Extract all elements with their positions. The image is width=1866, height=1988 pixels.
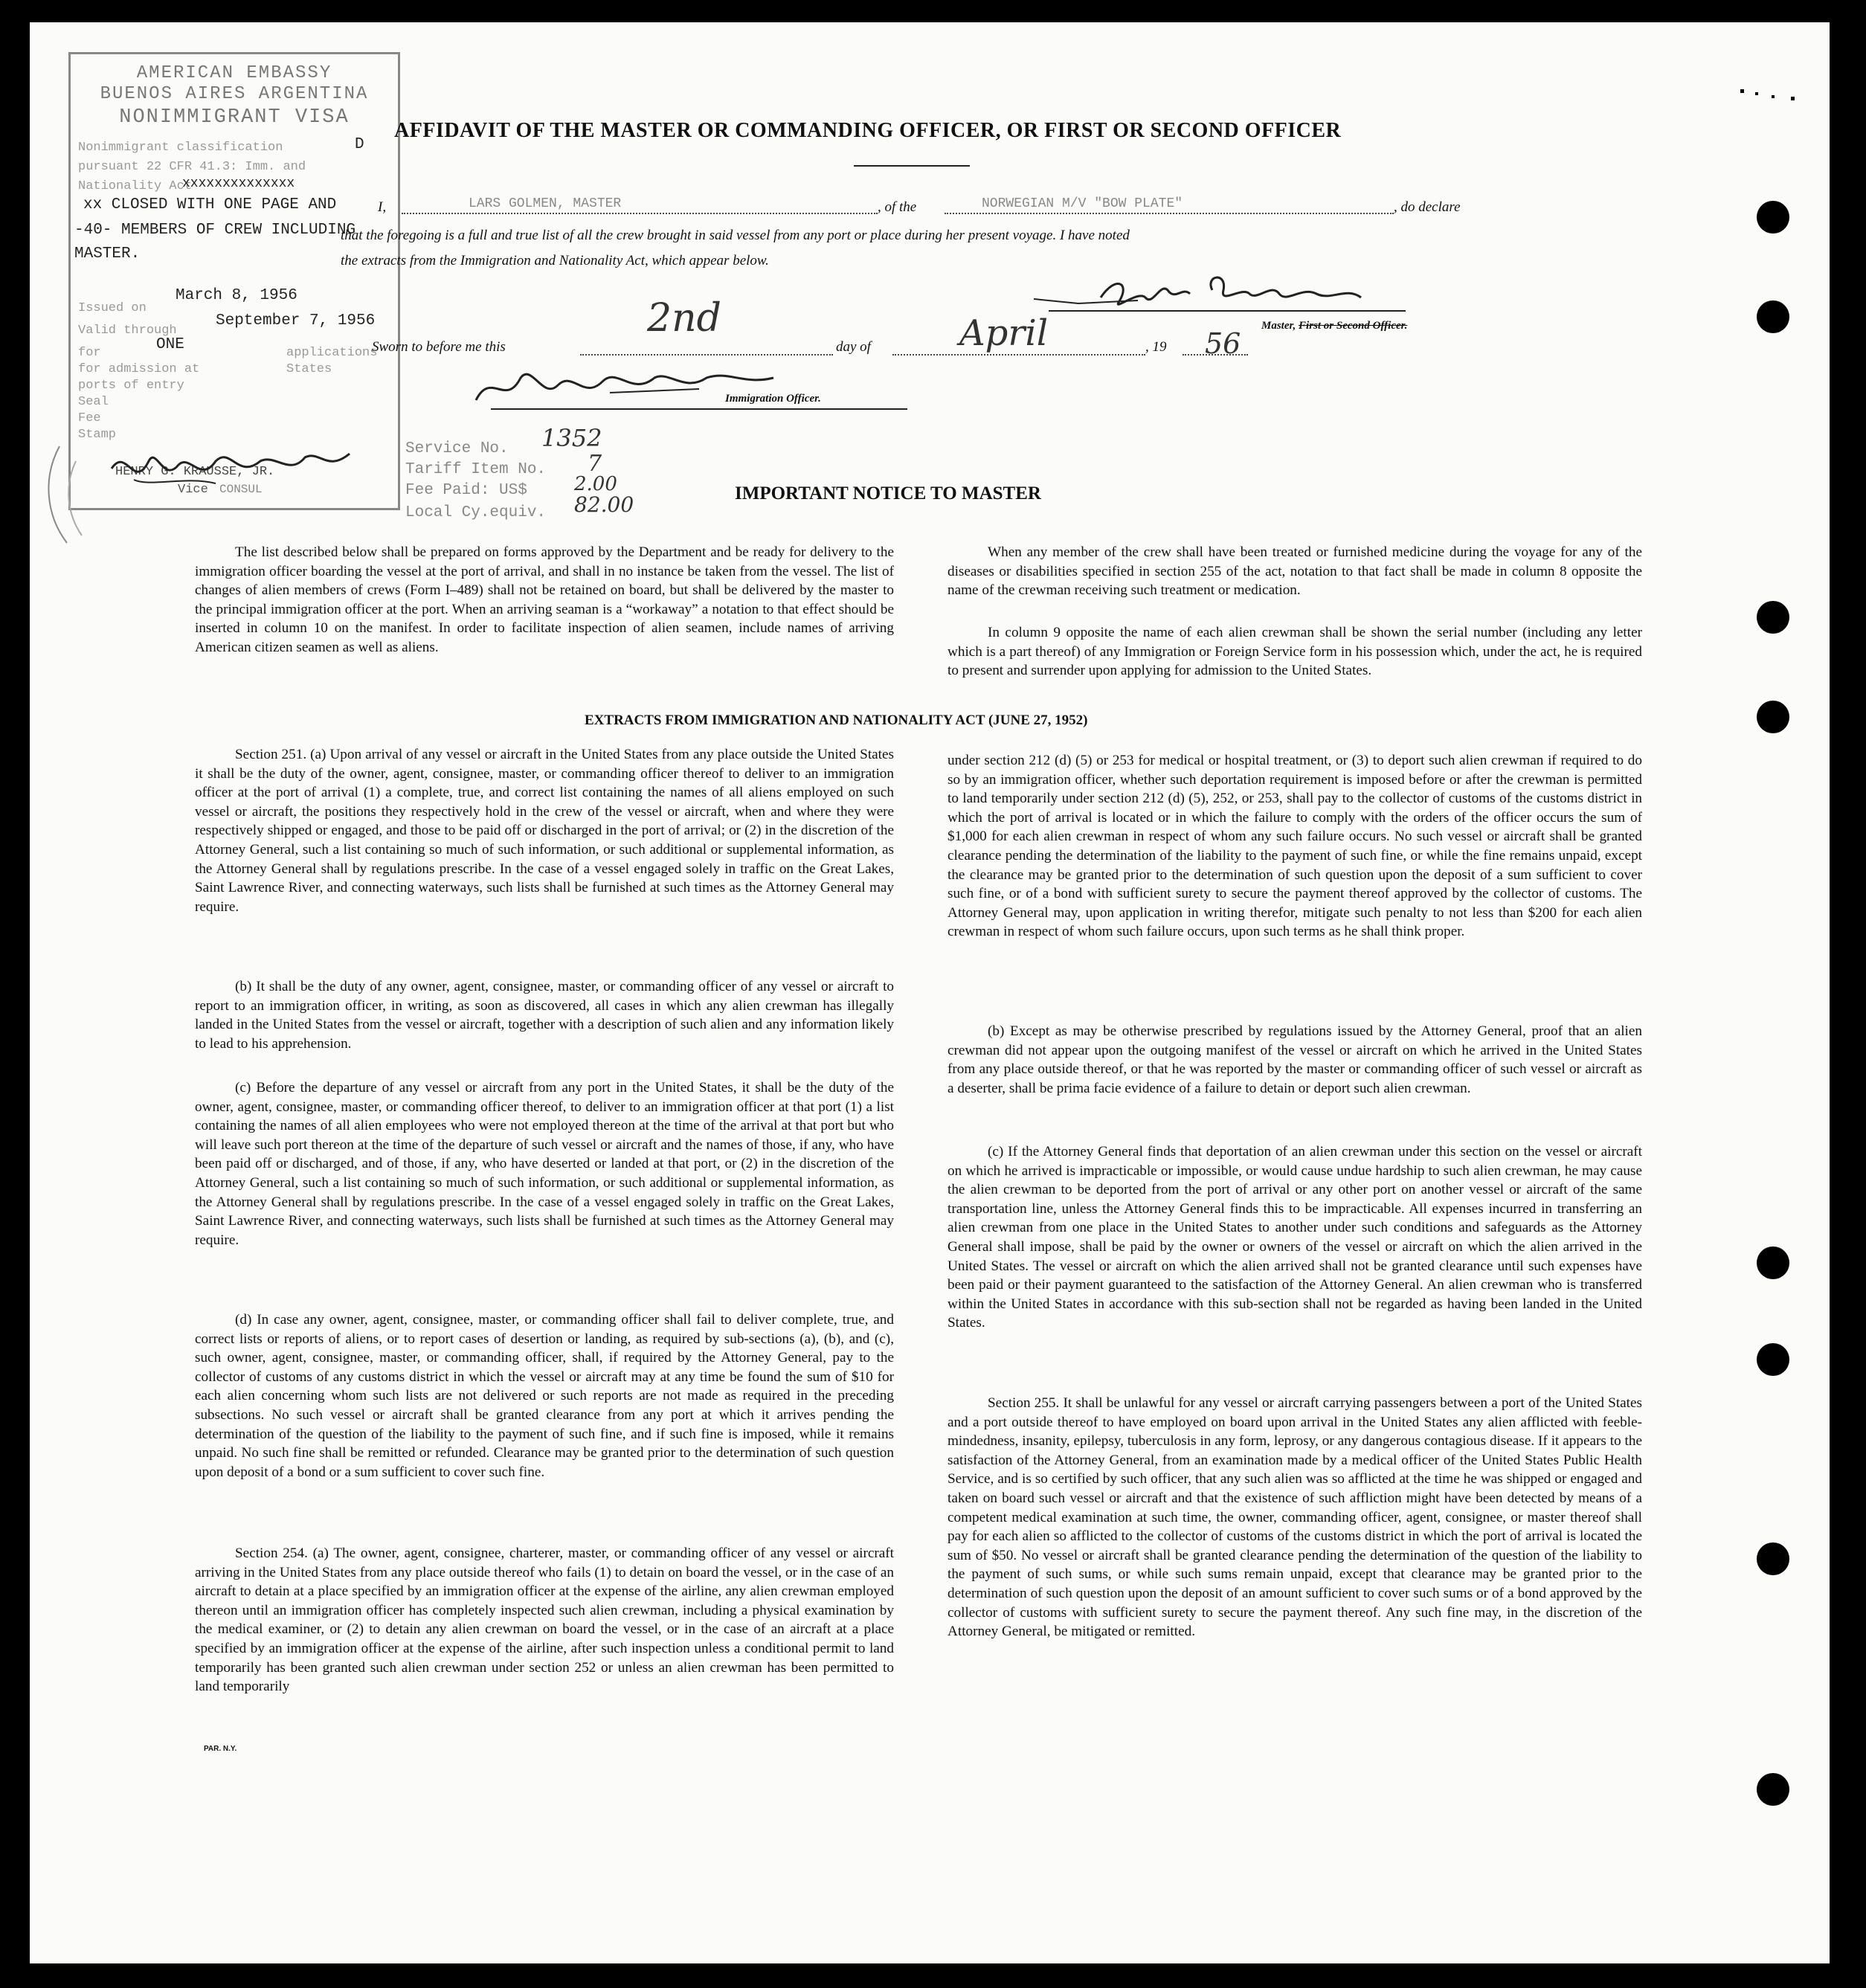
stamp-consul-office: CONSUL <box>219 483 263 496</box>
local-equiv-value: 82.00 <box>574 492 634 517</box>
sworn-label: Sworn to before me this <box>372 339 506 355</box>
tariff-value: 7 <box>588 451 602 477</box>
punch-hole <box>1757 300 1789 333</box>
fee-paid-value: 2.00 <box>574 473 617 495</box>
typed-for-count: ONE <box>156 336 184 353</box>
typed-closed-line: xx CLOSED WITH ONE PAGE AND <box>83 196 337 213</box>
punch-hole <box>1757 1246 1789 1279</box>
stamp-stamp-label: Stamp <box>78 428 117 442</box>
punch-hole <box>1757 1343 1789 1376</box>
stamp-embassy: AMERICAN EMBASSY <box>136 63 332 83</box>
stamp-city: BUENOS AIRES ARGENTINA <box>100 84 369 104</box>
stamp-issued-label: Issued on <box>78 301 147 315</box>
punch-hole <box>1757 1543 1789 1575</box>
stamp-fee-label: Fee <box>78 411 101 425</box>
typed-issued-date: March 8, 1956 <box>176 287 297 304</box>
stamp-states-label: States <box>286 362 332 376</box>
section-254-a-continued: under section 212 (d) (5) or 253 for medical or hospital treatment, or (3) to deport such alien crewman if required to do so by an immigration officer, whether such deportation requirement is imposed before or after the crewman is permitted to land temporarily under section 212 (d) (5), 252, or 253, shall pay to the collector of customs of the customs district in which the port of arrival is located or in which the failure to comply with the orders of the officer occurs the sum of $1,000 for each alien crewman in respect of whom any such failure occurs. No such vessel or aircraft shall be granted clearance pending the determination of the liability to the payment of such fine, or while the fine remains unpaid, except the clearance may be granted prior to the determination of such question upon the deposit of a sum sufficient to cover such fine, or of a bond with sufficient surety to secure the payment thereof approved by the collector of customs. The Attorney General may, upon application in writing therefor, mitigate such penalty to not less than $200 for each alien crewman in respect of whom such failure occurs, upon such terms as he shall think proper. <box>948 753 1642 940</box>
sworn-day-value[interactable]: 2nd <box>647 296 721 341</box>
notice-heading: IMPORTANT NOTICE TO MASTER <box>735 483 1041 504</box>
stamp-pursuant-label: pursuant 22 CFR 41.3: Imm. and <box>78 160 306 174</box>
stamp-seal-label: Seal <box>78 395 109 409</box>
extracts-heading: EXTRACTS FROM IMMIGRATION AND NATIONALITY ACT (JUNE 27, 1952) <box>585 712 1088 728</box>
declaration-line-2: the extracts from the Immigration and Nationality Act, which appear below. <box>341 253 769 268</box>
of-the-label: , of the <box>878 199 917 215</box>
stamp-visa-type: NONIMMIGRANT VISA <box>119 106 350 129</box>
speck <box>1755 92 1758 95</box>
service-no-value: 1352 <box>541 424 602 452</box>
vessel-name-line <box>945 213 1394 214</box>
printer-mark: PAR. N.Y. <box>204 1745 237 1753</box>
tariff-label: Tariff Item No. <box>405 461 547 478</box>
master-name-line <box>402 213 878 214</box>
declaration-line-1: that the foregoing is a full and true list of all the crew brought in said vessel from any port or place during her present voyage. I have noted <box>341 228 1130 243</box>
consul-signature <box>104 439 387 513</box>
year-prefix: , 19 <box>1145 339 1167 355</box>
stamp-class-value: D <box>355 136 364 153</box>
sworn-month-value[interactable]: April <box>959 312 1049 354</box>
notice-right-paragraph-2: In column 9 opposite the name of each alien crewman shall be shown the serial number (including any letter which is a part thereof) of any Immigration or Foreign Service form in his possession which, under the act, he is required to present and surrender upon applying for admission to the United States. <box>948 625 1642 679</box>
stamp-ports-label: ports of entry <box>78 379 184 393</box>
section-251-c: (c) Before the departure of any vessel or aircraft from any port in the United States, it shall be the duty of the owner, agent, consignee, master, or commanding officer thereof, to deliver to an immigration officer at that port (1) a list containing the names of all alien employees who were not employed thereon at the time of the arrival at that port but who will leave such port thereon at the time of the departure of such vessel or aircraft and the names of those, if any, who have been paid off or discharged, and of those, if any, who have deserted or landed at that port, or (2) in the discretion of the Attorney General, such a list containing so much of such information, or such additional or supplemental information, as the Attorney General shall by regulations prescribe. In the case of a vessel engaged solely in traffic on the Great Lakes, Saint Lawrence River, and connecting waterways, such lists shall be furnished at such times as the Attorney General may require. <box>195 1080 894 1248</box>
punch-hole <box>1757 201 1789 234</box>
vessel-name-field[interactable]: NORWEGIAN M/V "BOW PLATE" <box>982 196 1183 211</box>
typed-members-line: -40- MEMBERS OF CREW INCLUDING <box>74 222 356 239</box>
year-value[interactable]: 56 <box>1205 327 1241 360</box>
section-254-a: Section 254. (a) The owner, agent, consignee, charterer, master, or commanding officer of any vessel or aircraft arriving in the United States from any place outside thereof who fails (1) to detain on board the vessel, or in the case of an aircraft to detain at a place specified by an immigration officer at the expense of the airline, any alien crewman employed thereon until an immigration officer has completely inspected such alien crewman, including a physical examination by the medical examiner, or (2) to detain any alien crewman on board the vessel, or in the case of an aircraft at a place specified by an immigration officer at the expense of the airline, after such inspection unless a conditional permit to land temporarily has been granted such alien crewman under section 252 or unless an alien crewman has been permitted to land temporarily <box>195 1545 894 1695</box>
section-251-d: (d) In case any owner, agent, consignee, master, or commanding officer shall fail to deliver complete, true, and correct lists or reports of aliens, or to report cases of desertion or landing, as required by sub-sections (a), (b), and (c), such owner, agent, consignee, master, or commanding officer, shall, if required by the Attorney General, pay to the collector of customs of any customs district in which the vessel or aircraft may at any time be found the sum of $10 for each alien concerning whom such lists are not delivered or such reports are not made as required in the preceding subsections. No such vessel or aircraft shall be granted clearance from any port at which it arrives pending the determination of the question of the liability to the payment of such fine, and if such fine is imposed, while it remains unpaid. No such fine shall be remitted or refunded. Clearance may be granted prior to the determination of such question upon deposit of a bond or a sum sufficient to cover such fine. <box>195 1312 894 1480</box>
stamp-admission-label: for admission at <box>78 362 200 376</box>
stamp-consul-name: HENRY G. KRAUSSE, JR. <box>115 465 275 479</box>
do-declare-label: , do declare <box>1394 199 1461 215</box>
officer-rank-struck: First or Second Officer. <box>1299 320 1408 332</box>
section-251-a: Section 251. (a) Upon arrival of any vessel or aircraft in the United States from any place outside the United States it shall be the duty of the owner, agent, consignee, master, or commanding officer thereof to deliver to an immigration officer at the port of arrival (1) a complete, true, and correct list containing the names of all aliens employed on such vessel or aircraft, the positions they respectively hold in the crew of the vessel or aircraft, when and where they were respectively shipped or engaged, and those to be paid off or discharged in the port of arrival; or (2) in the discretion of the Attorney General, such a list containing so much of such information, or such additional or supplemental information, as the Attorney General shall by regulations prescribe. In the case of a vessel engaged solely in traffic on the Great Lakes, Saint Lawrence River, and connecting waterways, such lists shall be furnished at such times as the Attorney General may require. <box>195 747 894 915</box>
day-of-label: day of <box>836 339 871 355</box>
notice-right-paragraph-1: When any member of the crew shall have been treated or furnished medicine during the voyage for any of the diseases or disabilities specified in section 255 of the act, notation to that fact shall be made in column 8 opposite the name of the crewman receiving such treatment or medication. <box>948 544 1642 599</box>
typed-master-line: MASTER. <box>74 245 141 263</box>
local-equiv-label: Local Cy.equiv. <box>405 504 547 521</box>
section-254-c: (c) If the Attorney General finds that deportation of an alien crewman under this section on the vessel or aircraft on which he arrived is impracticable or impossible, or would cause undue hardship to such alien crewman, he may cause the alien crewman to be deported from the port of arrival or any other port on another vessel or aircraft of the same transportation line, unless the Attorney General finds this to be impracticable. All expenses incurred in transferring an alien crewman from one place in the United States to another under such conditions and safeguards as the Attorney General shall impose, shall be paid by the owner or owners of the vessel or aircraft on which the alien arrived in the United States. The vessel or aircraft on which the alien arrived shall not be granted clearance until such expenses have been paid or their payment guaranteed to the satisfaction of the Attorney General. An alien crewman who is transferred within the United States in accordance with this sub-section shall not be regarded as having been landed in the United States. <box>948 1144 1642 1331</box>
affidavit-title: AFFIDAVIT OF THE MASTER OR COMMANDING OFFICER, OR FIRST OR SECOND OFFICER <box>394 119 1342 142</box>
stamp-applications-label: applications <box>286 346 378 360</box>
stamp-nationality-value: xxxxxxxxxxxxxx <box>182 176 295 191</box>
punch-hole <box>1757 701 1789 733</box>
punch-hole <box>1757 1773 1789 1806</box>
section-251-b: (b) It shall be the duty of any owner, agent, consignee, master, or commanding officer of any vessel or aircraft to report to an immigration officer, in writing, as soon as discovered, all cases in which any alien crewman has illegally landed in the United States from the vessel or aircraft, together with a description of such alien and any information likely to lead to his apprehension. <box>195 979 894 1052</box>
master-label: Master, <box>1261 320 1299 332</box>
stamp-valid-label: Valid through <box>78 324 177 338</box>
stamp-class-label: Nonimmigrant classification <box>78 141 283 155</box>
typed-valid-date: September 7, 1956 <box>216 312 376 329</box>
immigration-officer-signature <box>461 356 937 430</box>
fee-paid-label: Fee Paid: US$ <box>405 482 527 499</box>
stamp-for-label: for <box>78 346 101 360</box>
punch-hole <box>1757 601 1789 634</box>
notice-left-paragraph: The list described below shall be prepared on forms approved by the Department and be ready for delivery to the immigration officer boarding the vessel at the port of arrival, and shall in no instance be taken from the vessel. The list of changes of alien members of crews (Form I–489) shall not be retained on board, but shall be delivered by the master to the principal immigration officer at the port. When an arriving seaman is a “workaway” a notation to that effect should be inserted in column 10 on the manifest. In order to facilitate inspection of alien seamen, include names of arriving American citizen seamen as well as aliens. <box>195 544 894 655</box>
speck <box>1791 97 1795 100</box>
speck <box>1740 89 1744 93</box>
master-name-field[interactable]: LARS GOLMEN, MASTER <box>469 196 622 211</box>
stamp-consul-title: Vice <box>178 483 208 497</box>
stamp-nationality-label: Nationality Act <box>78 179 193 193</box>
immigration-officer-label: Immigration Officer. <box>725 393 821 405</box>
title-underline <box>854 165 970 167</box>
speck <box>1772 95 1775 98</box>
section-254-b: (b) Except as may be otherwise prescribed by regulations issued by the Attorney General, proof that an alien crewman did not appear upon the outgoing manifest of the vessel or aircraft on which he arrived in the United States from any place outside thereof, or that he was reported by the master or commanding officer of such vessel or aircraft as a deserter, shall be prima facie evidence of a failure to detain or deport such alien crewman. <box>948 1023 1642 1096</box>
service-no-label: Service No. <box>405 440 509 457</box>
affidavit-i-label: I, <box>378 199 387 215</box>
master-signature-label <box>1261 320 1407 332</box>
section-255: Section 255. It shall be unlawful for any vessel or aircraft carrying passengers between a port of the United States and a port outside thereof to have employed on board upon arrival in the United States any alien afflicted with feeble-mindedness, insanity, epilepsy, tuberculosis in any form, leprosy, or any dangerous contagious disease. If it appears to the satisfaction of the Attorney General, from an examination made by a medical officer of the United States Public Health Service, and is so certified by such officer, that any such alien was so afflicted at the time he was shipped or engaged and taken on board such vessel or aircraft and that the existence of such affliction might have been detected by means of a competent medical examination at such time, the owner, commanding officer, agent, consignee, or master thereof shall pay for each alien so afflicted to the collector of customs of the customs district in which the port of arrival is located the sum of $50. No vessel or aircraft shall be granted clearance pending the determination of the question of the liability to the payment of such sums, or while such sums remain unpaid, except that clearance may be granted prior to the determination of such question upon the deposit of an amount sufficient to cover such sums or of a bond approved by the collector of customs with sufficient surety to secure the payment thereof. Any such fine may, in the discretion of the Attorney General, be mitigated or remitted. <box>948 1395 1642 1640</box>
